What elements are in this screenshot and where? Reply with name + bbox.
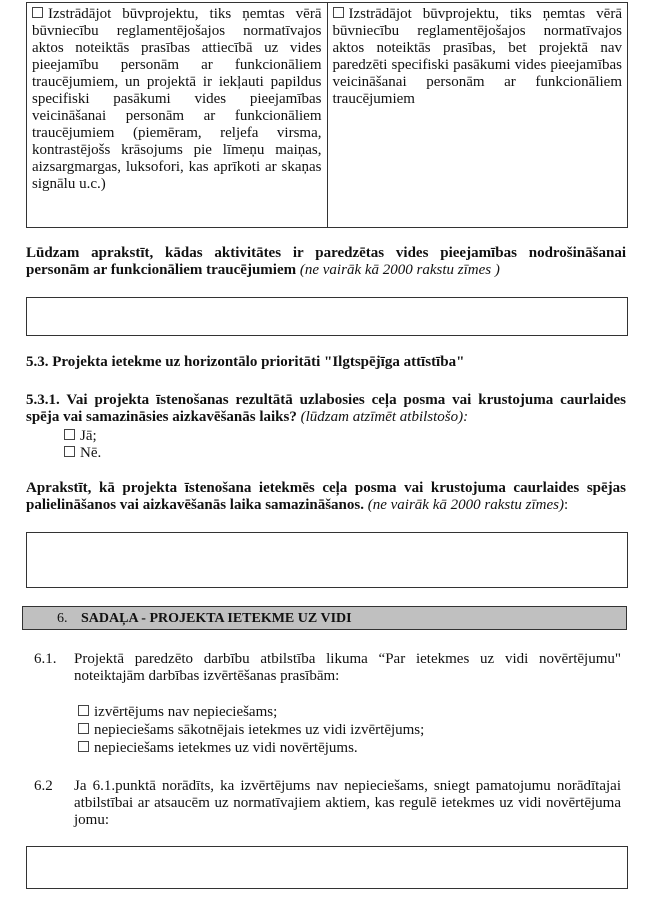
question-5-3-1	[26, 392, 626, 426]
option-label: Izstrādājot būvprojektu, tiks ņemtas vērā būvniecību reglamentējošajos normatīvajos aktos noteiktās prasības attiecībā uz vides pieejamību personām ar funkcionāliem traucējumiem, un projektā ir iekļauti papildus specifiski pasākumi vides pieejamības veicināšanai personām ar funkcionāliem traucējumiem (piemēram, reljefa virsma, kontrastējošs krāsojums pie līmeņu maiņas, aizsargmargas, luksofori, kas aprīkoti ar skaņas signālu u.c.)	[32, 6, 322, 192]
section-5-3-heading: 5.3. Projekta ietekme uz horizontālo prioritāti "Ilgtspējīga attīstība"	[26, 354, 465, 370]
checkbox[interactable]	[64, 429, 75, 440]
section-title: SADAĻA - PROJEKTA IETEKME UZ VIDI	[81, 611, 352, 626]
section-number: 6.	[57, 611, 68, 626]
checkbox[interactable]	[32, 7, 43, 18]
checkbox[interactable]	[64, 446, 75, 457]
section-6-header	[22, 606, 627, 630]
env-option-3[interactable]	[78, 740, 358, 757]
accessibility-options-table	[26, 2, 628, 228]
capacity-description-input[interactable]	[26, 532, 628, 588]
item-6-2-text: Ja 6.1.punktā norādīts, ka izvērtējums nav nepieciešams, sniegt pamatojumu norādītajai atbilstībai ar atsaucēm uz normatīvajiem aktiem, kas regulē ietekmes uz vidi novērtējuma jomu:	[74, 778, 621, 828]
accessibility-option-2[interactable]	[327, 3, 628, 228]
checkbox[interactable]	[78, 705, 89, 716]
option-yes[interactable]	[64, 428, 97, 445]
item-number: 6.1.	[34, 651, 57, 667]
option-no[interactable]	[64, 445, 101, 462]
option-label: nepieciešams ietekmes uz vidi novērtējums.	[94, 740, 358, 756]
prompt-note: (ne vairāk kā 2000 rakstu zīmes)	[363, 497, 564, 513]
option-label: nepieciešams sākotnējais ietekmes uz vidi izvērtējums;	[94, 722, 425, 738]
prompt-bold: Lūdzam aprakstīt, kādas aktivitātes ir paredzētas vides pieejamības nodrošināšanai personām ar funkcionāliem traucējumiem	[26, 245, 626, 278]
question-bold: 5.3.1. Vai projekta īstenošanas rezultātā uzlabosies ceļa posma vai krustojuma caurlaides spēja vai samazināsies aizkavēšanās laiks?	[26, 392, 626, 425]
env-option-1[interactable]	[78, 704, 277, 721]
option-label: Nē.	[80, 445, 102, 461]
prompt-bold: Aprakstīt, kā projekta īstenošana ietekmēs ceļa posma vai krustojuma caurlaides spējas palielināšanos vai aizkavēšanās laika samazināšanos.	[26, 480, 626, 513]
checkbox[interactable]	[333, 7, 344, 18]
env-option-2[interactable]	[78, 722, 424, 739]
accessibility-describe-prompt	[26, 245, 626, 279]
item-number: 6.2	[34, 778, 53, 794]
prompt-tail: :	[563, 497, 569, 513]
justification-input[interactable]	[26, 846, 628, 889]
question-note: (lūdzam atzīmēt atbilstošo):	[296, 409, 469, 425]
accessibility-option-1[interactable]	[27, 3, 328, 228]
option-label: Jā;	[80, 428, 97, 444]
capacity-describe-prompt	[26, 480, 626, 514]
option-label: Izstrādājot būvprojektu, tiks ņemtas vērā būvniecību reglamentējošajos normatīvajos aktos noteiktās prasības, bet projektā nav paredzēti specifiski pasākumi vides pieejamības veicināšanai personām ar funkcionāliem traucējumiem	[332, 6, 622, 107]
option-label: izvērtējums nav nepieciešams;	[94, 704, 278, 720]
checkbox[interactable]	[78, 723, 89, 734]
accessibility-description-input[interactable]	[26, 297, 628, 336]
checkbox[interactable]	[78, 741, 89, 752]
prompt-note: (ne vairāk kā 2000 rakstu zīmes )	[296, 262, 500, 278]
item-6-1-text: Projektā paredzēto darbību atbilstība likuma “Par ietekmes uz vidi novērtējumu" noteiktajām darbības izvērtēšanas prasībām:	[74, 651, 621, 684]
